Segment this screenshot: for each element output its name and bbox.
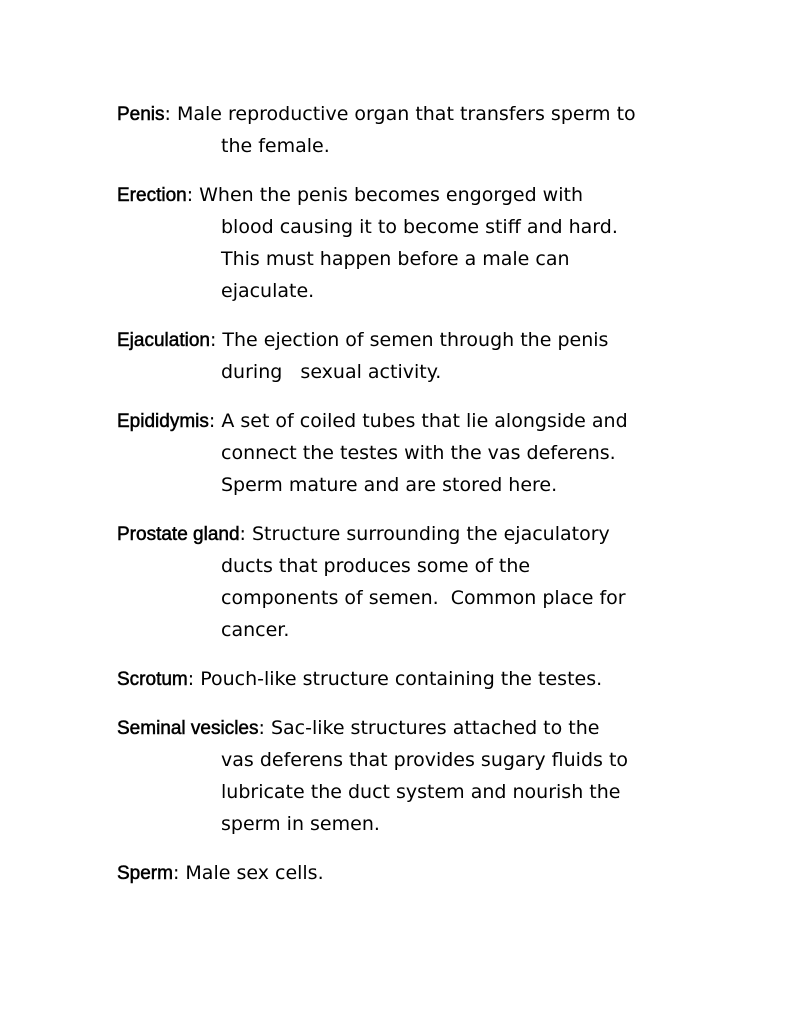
definition-line: ejaculate. xyxy=(221,280,315,302)
definition-line: : Structure surrounding the ejaculatory xyxy=(239,523,610,545)
definition-line: ducts that produces some of the xyxy=(221,555,531,577)
definition-line: the female. xyxy=(221,135,330,157)
definition-line: connect the testes with the vas deferens. xyxy=(221,442,616,464)
definition-line: : The ejection of semen through the penis xyxy=(209,329,609,351)
entry-first-line xyxy=(117,98,767,130)
entry-epididymis xyxy=(117,405,767,501)
term-scrotum: Scrotum xyxy=(117,669,188,690)
entry-first-line xyxy=(117,712,767,744)
definition-line: vas deferens that provides sugary fluids to xyxy=(221,749,629,771)
entry-first-line xyxy=(117,663,767,695)
entry-first-line xyxy=(117,405,767,437)
definition-line: : Pouch-like structure containing the testes. xyxy=(187,668,603,690)
entry-first-line xyxy=(117,518,767,550)
term-penis: Penis xyxy=(117,104,165,125)
definition-line: blood causing it to become stiff and hard. xyxy=(221,216,618,238)
entry-seminal-vesicles xyxy=(117,712,767,840)
entry-prostate-gland xyxy=(117,518,767,646)
entry-first-line xyxy=(117,324,767,356)
term-ejaculation: Ejaculation xyxy=(117,330,210,351)
term-seminal-vesicles: Seminal vesicles xyxy=(117,718,259,739)
definition-line: This must happen before a male can xyxy=(221,248,570,270)
entry-erection xyxy=(117,179,767,307)
term-erection: Erection xyxy=(117,185,187,206)
definition-line: components of semen. Common place for xyxy=(221,587,626,609)
entry-ejaculation xyxy=(117,324,767,388)
definition-line: sperm in semen. xyxy=(221,813,380,835)
term-epididymis: Epididymis xyxy=(117,411,209,432)
definition-line: cancer. xyxy=(221,619,290,641)
entry-sperm xyxy=(117,857,767,889)
entry-scrotum xyxy=(117,663,767,695)
term-sperm: Sperm xyxy=(117,863,173,884)
definition-line: : A set of coiled tubes that lie alongside and xyxy=(208,410,628,432)
definition-line: lubricate the duct system and nourish the xyxy=(221,781,621,803)
glossary xyxy=(117,98,767,906)
entry-penis xyxy=(117,98,767,162)
definition-line: : Sac-like structures attached to the xyxy=(258,717,600,739)
definition-line: : Male reproductive organ that transfers sperm to xyxy=(164,103,636,125)
entry-first-line xyxy=(117,857,767,889)
definition-line: : Male sex cells. xyxy=(172,862,324,884)
entry-first-line xyxy=(117,179,767,211)
definition-line: during sexual activity. xyxy=(221,361,442,383)
definition-line: : When the penis becomes engorged with xyxy=(186,184,583,206)
definition-line: Sperm mature and are stored here. xyxy=(221,474,558,496)
term-prostate-gland: Prostate gland xyxy=(117,524,240,545)
